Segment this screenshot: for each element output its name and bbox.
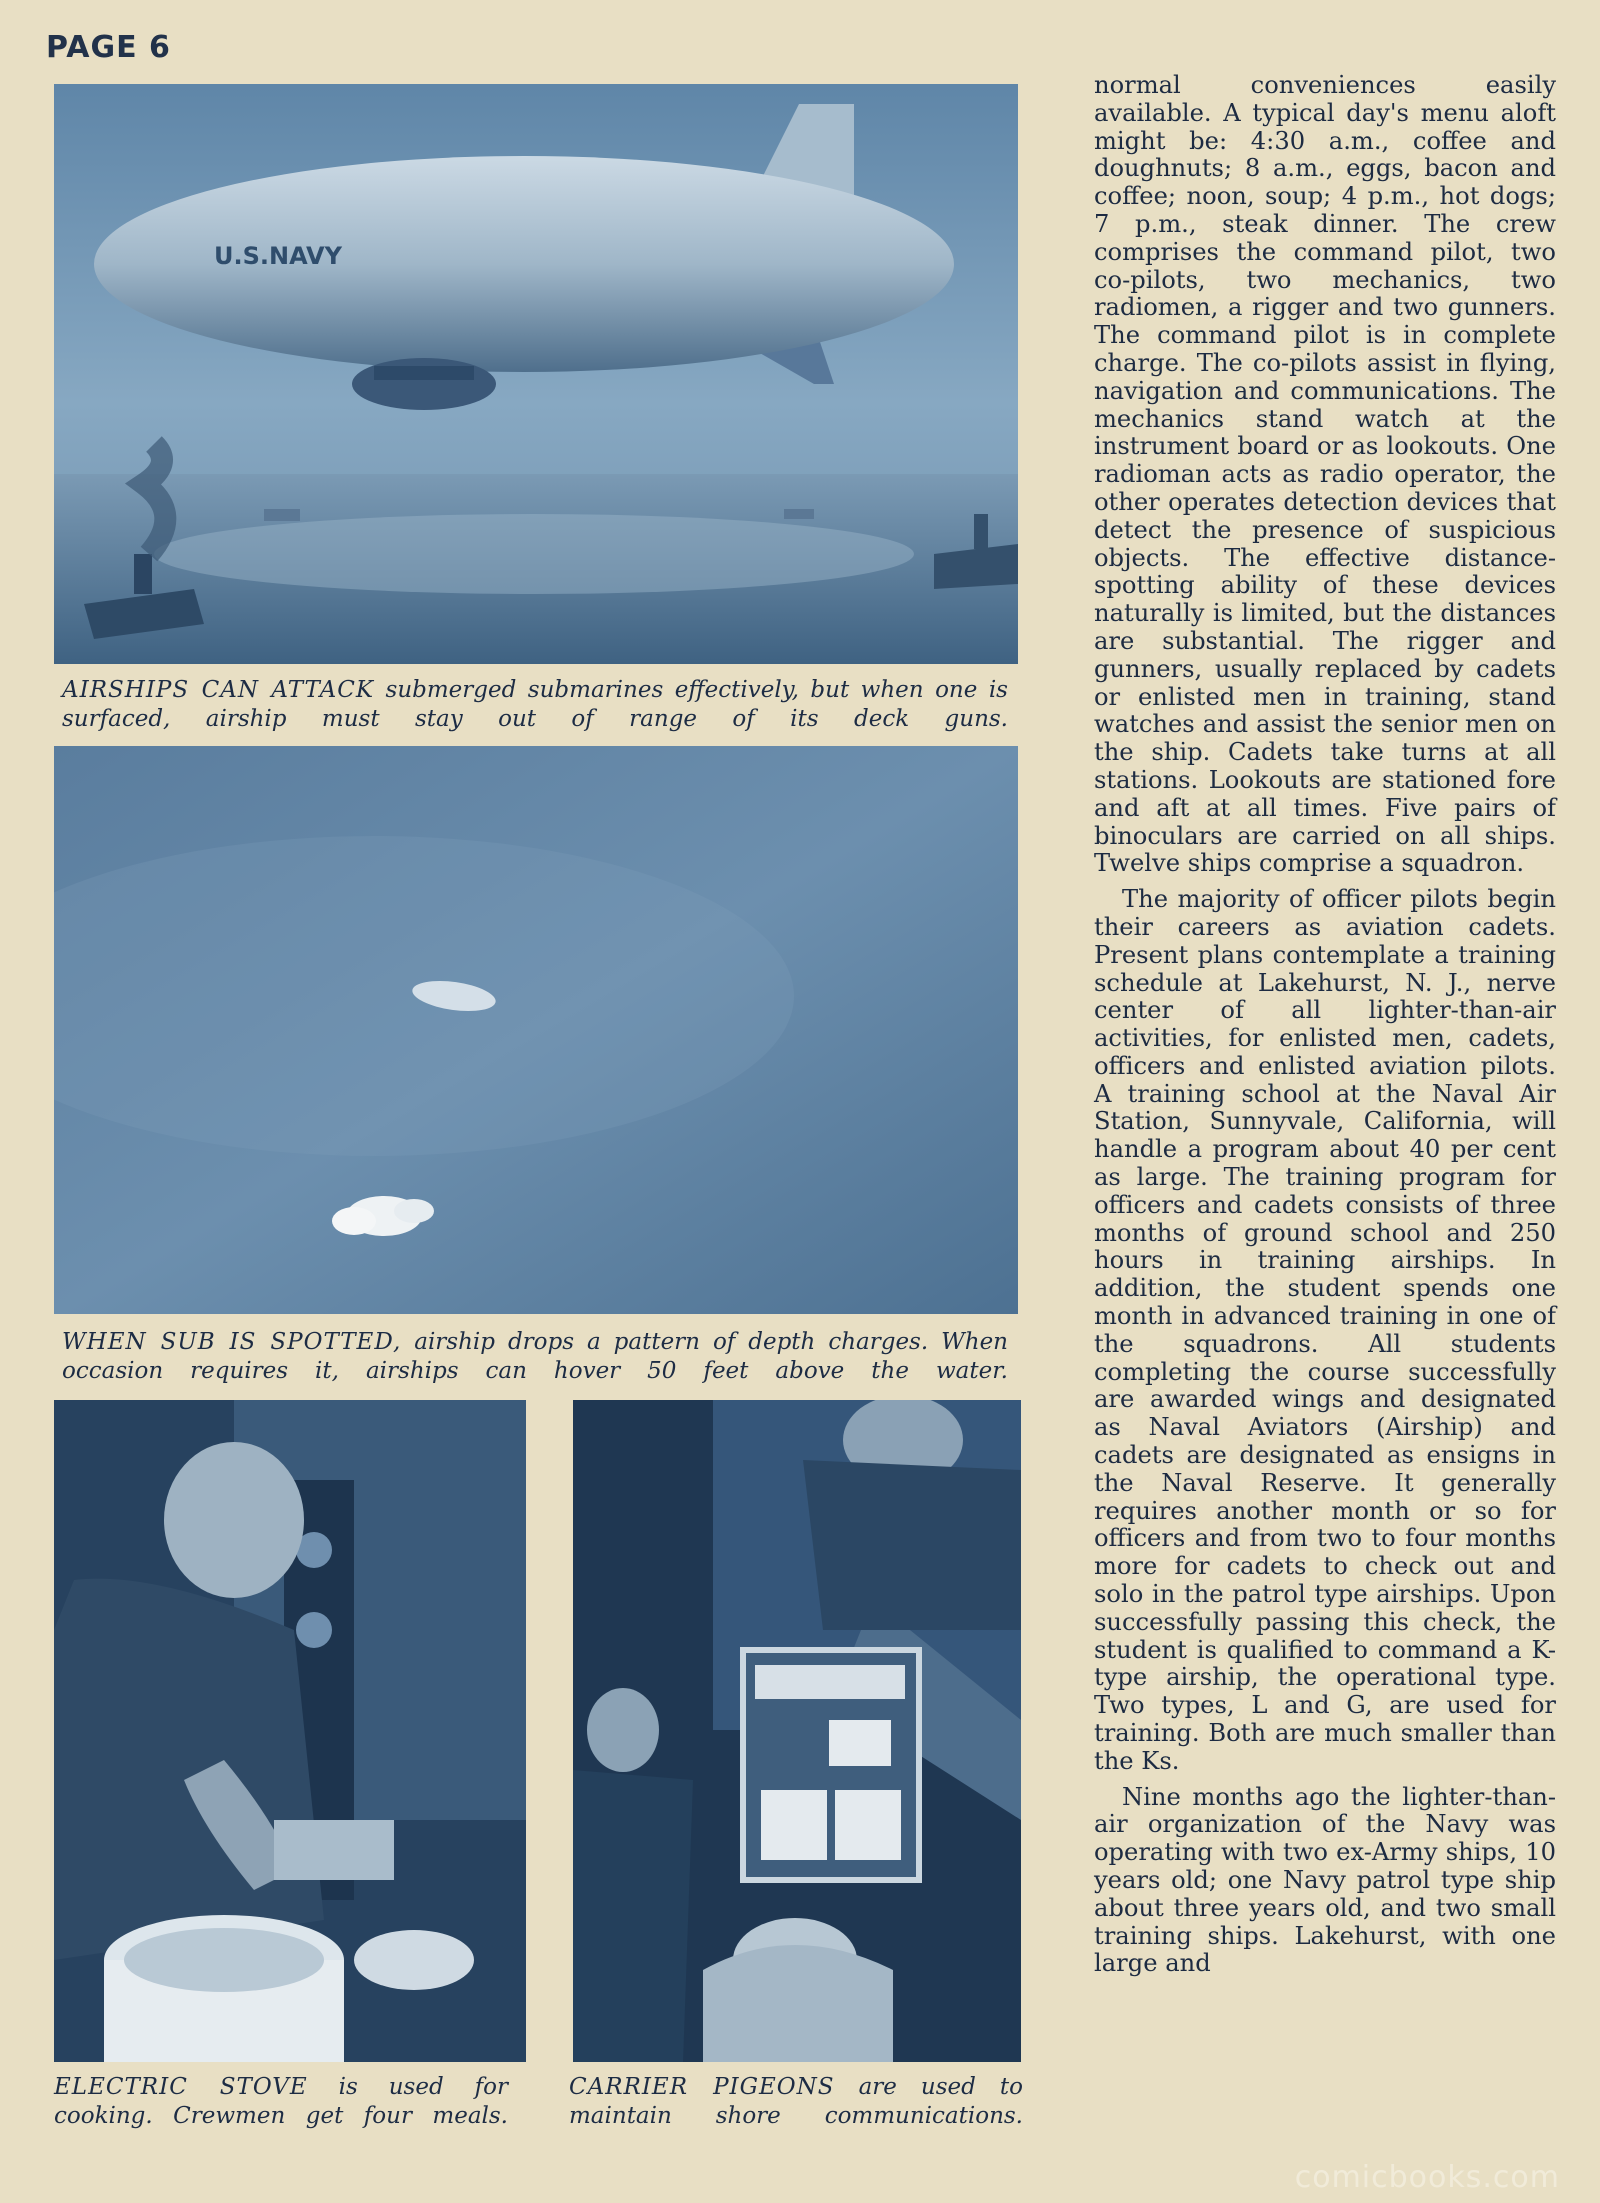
- site-watermark: comicbooks.com: [1294, 2160, 1560, 2195]
- caption-lead: AIRSHIPS CAN ATTACK: [62, 677, 375, 703]
- caption-text: submerged submarines effectively, but when one is surfaced, airship must stay out of range of its deck guns.: [62, 677, 1008, 732]
- caption-lead: CARRIER PIGEONS: [569, 2074, 835, 2100]
- electric-stove-photo: [54, 1400, 526, 2062]
- article-paragraph: The majority of officer pilots begin their careers as aviation cadets. Present plans contemplate a training schedule at Lakehurst, N. J., nerve center of all lighter-than-air activities, for enlisted men, cadets, officers and enlisted aviation pilots. A training school at the Naval Air Station, Sunnyvale, California, will handle a program about 40 per cent as large. The training program for officers and cadets consists of three months of ground school and 250 hours in training airships. In addition, the student spends one month in advanced training in one of the squadrons. All students completing the course successfully are awarded wings and designated as Naval Aviators (Airship) and cadets are designated as ensigns in the Naval Reserve. It generally requires another month or so for officers and from two to four months more for cadets to check out and solo in the patrol type airships. Upon successfully passing this check, the student is qualified to command a K-type airship, the operational type. Two types, L and G, are used for training. Both are much smaller than the Ks.: [1094, 885, 1556, 1775]
- caption-electric-stove: [54, 2073, 508, 2131]
- caption-airships-can-attack: [62, 676, 1008, 734]
- carrier-pigeons-photo: [573, 1400, 1021, 2062]
- airship-convoy-photo: [54, 84, 1018, 664]
- depth-charge-photo: [54, 746, 1018, 1314]
- hull-marking: U.S.NAVY: [214, 242, 342, 270]
- caption-carrier-pigeons: [569, 2073, 1023, 2131]
- caption-text: are used to maintain shore communications.: [569, 2074, 1023, 2129]
- page-number: PAGE 6: [46, 30, 171, 65]
- caption-text: is used for cooking. Crewmen get four meals.: [54, 2074, 508, 2129]
- caption-lead: WHEN SUB IS SPOTTED,: [62, 1329, 402, 1355]
- article-text-column: [1094, 72, 1556, 1978]
- caption-when-sub-is-spotted: [62, 1328, 1008, 1386]
- caption-lead: ELECTRIC STOVE: [54, 2074, 308, 2100]
- caption-text: airship drops a pattern of depth charges. When occasion requires it, airships can hover 50 feet above the water.: [62, 1329, 1008, 1384]
- article-paragraph: normal conveniences easily available. A typical day's menu aloft might be: 4:30 a.m., coffee and doughnuts; 8 a.m., eggs, bacon and coffee; noon, soup; 4 p.m., hot dogs; 7 p.m., steak dinner. The crew comprises the command pilot, two co-pilots, two mechanics, two radiomen, a rigger and two gunners. The command pilot is in complete charge. The co-pilots assist in flying, navigation and communications. The mechanics stand watch at the instrument board or as lookouts. One radioman acts as radio operator, the other operates detection devices that detect the presence of suspicious objects. The effective distance-spotting ability of these devices naturally is limited, but the distances are substantial. The rigger and gunners, usually replaced by cadets or enlisted men in training, stand watches and assist the senior men on the ship. Cadets take turns at all stations. Lookouts are stationed fore and aft at all times. Five pairs of binoculars are carried on all ships. Twelve ships comprise a squadron.: [1094, 71, 1556, 878]
- article-paragraph: Nine months ago the lighter-than-air organization of the Navy was operating with two ex-Army ships, 10 years old; one Navy patrol type ship about three years old, and two small training ships. Lakehurst, with one large and: [1094, 1782, 1556, 1978]
